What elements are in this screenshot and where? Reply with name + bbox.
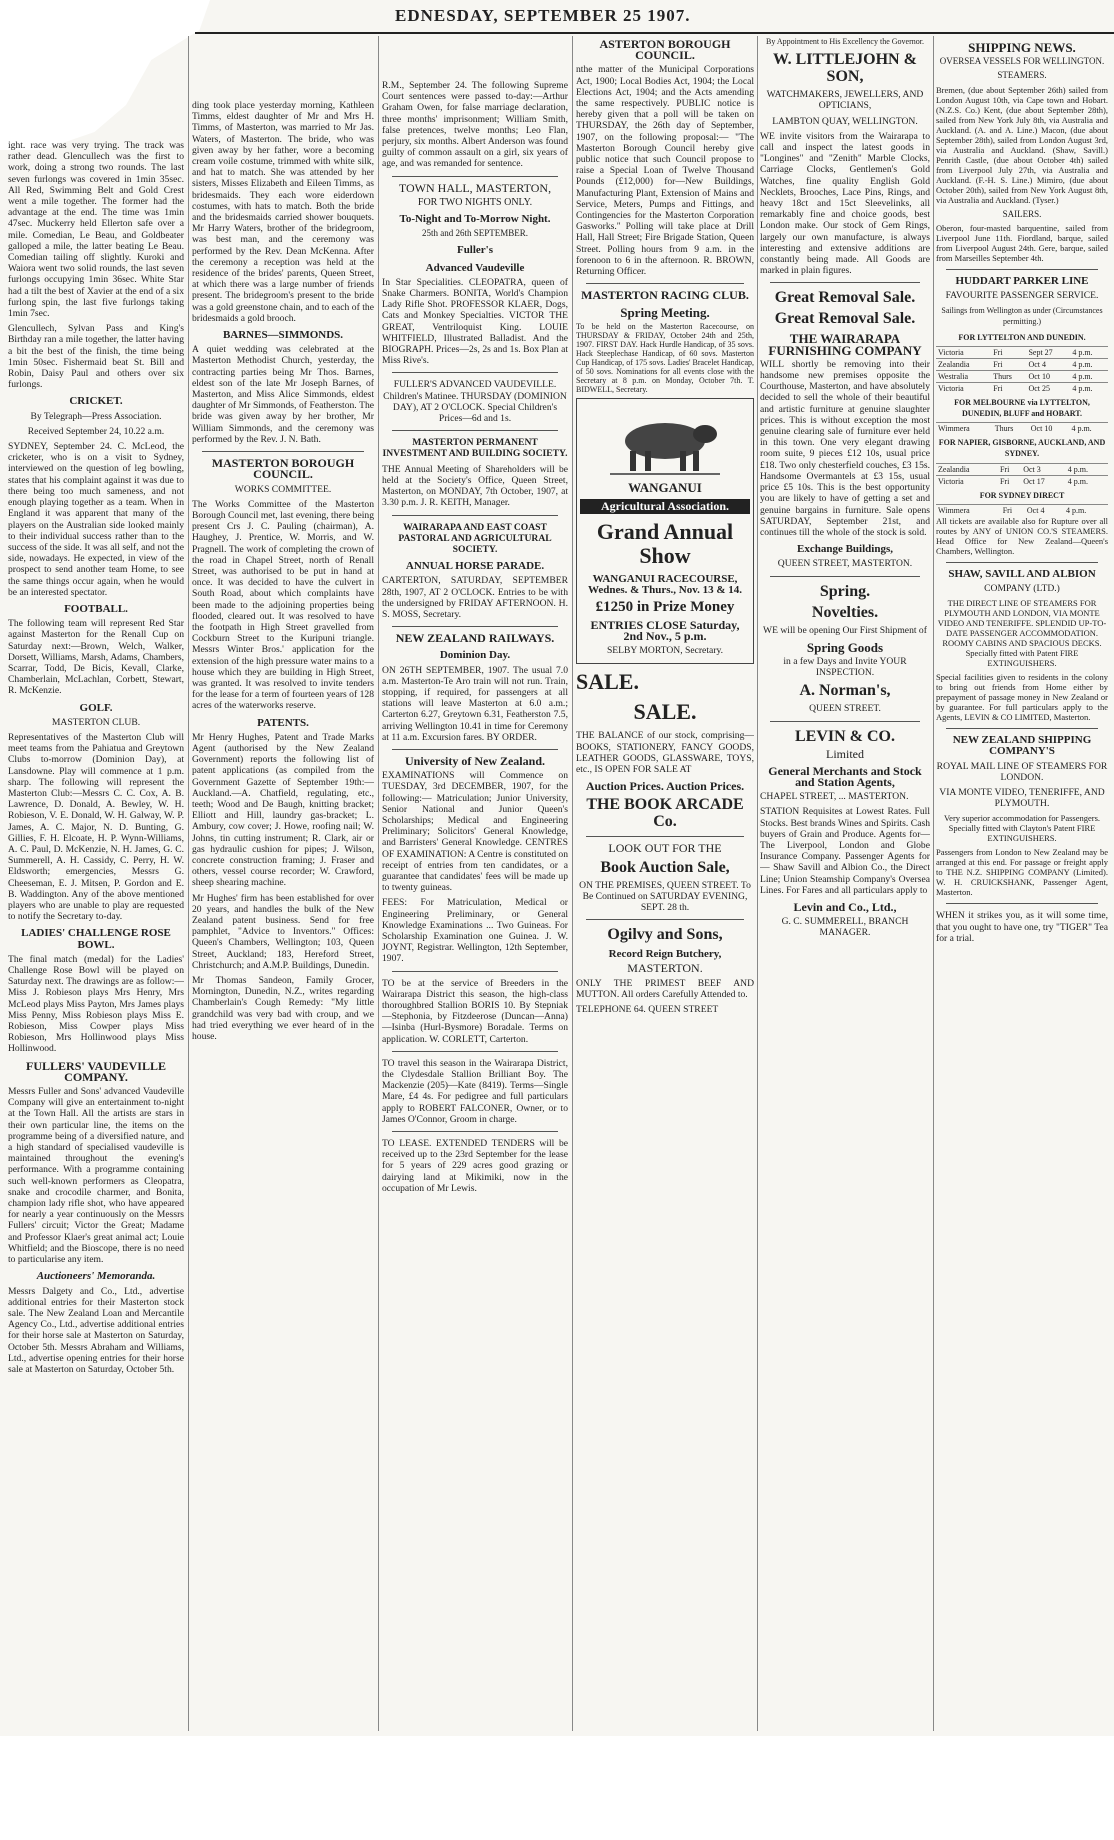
townhall-tonight: To-Night and To-Morrow Night. <box>399 213 551 226</box>
divider <box>946 903 1098 904</box>
huddart-sub: FAVOURITE PASSENGER SERVICE. <box>945 290 1099 302</box>
council-heading: ASTERTON BOROUGH COUNCIL. <box>599 37 731 63</box>
column-6 <box>936 36 1108 1736</box>
divider <box>392 626 558 627</box>
sailing-cell: 4 p.m. <box>1070 382 1108 394</box>
university-heading: University of New Zealand. <box>405 753 545 768</box>
sailing-cell: Fri <box>1001 504 1025 516</box>
townhall-nights: FOR TWO NIGHTS ONLY. <box>417 196 533 208</box>
littlejohn-body: WE invite visitors from the Wairarapa to call and inspect the latest goods in "Longines" and "Zenith" Marble Clocks, Carriage Clocks, Gentlemen's Gold Watches, fine quality English Gold Necklets, Brooches, Lace Pins, Rings, and heavy 18ct and 15ct Sleevelinks, all remarkably fine and choice goods, best London make. Our stock of Gem Rings, largely our own manufacture, is always interesting and extensive additions are constantly being made. All Goods are marked in plain figures. <box>760 130 930 277</box>
littlejohn-address: LAMBTON QUAY, WELLINGTON. <box>772 115 918 127</box>
spring-heading: Spring. <box>819 582 871 600</box>
route-3-table <box>936 463 1108 487</box>
divider <box>392 749 558 750</box>
divider <box>946 728 1098 729</box>
spring-goods: Spring Goods <box>806 639 884 655</box>
huddart-footer: All tickets are available also for Rupture over all routes by ANY of UNION CO.'S STEAMERS. Head Office for New Zealand—Queen's Chambers, Wellington. <box>936 515 1108 556</box>
column-2 <box>192 100 374 1800</box>
fullers-body: Messrs Fuller and Sons' advanced Vaudeville Company will give an entertainment to-night at the Town Hall. All the artists are stars in their own particular line, the items on the programme being of a diversified nature, and a high standard of specialised vaudeville is maintained throughout the evening's performance. With a programme containing such well-known performers as Cleopatra, snake and crocodile charmer, and Bonita, champion lady rifle shot, who have appeared for nearly a year continuously on the Messrs Fullers' circuit; Victor the Great; Madame and Professor Klaer's great animal act; Louie Whitfield; and the Bioscope, there is no need to particularise any item. <box>8 1086 184 1266</box>
sailers-list: Oberon, four-masted barquentine, sailed from Liverpool June 11th. Fiordland, barque, sailed from Liverpool August 24th. Gere, barque, sailed from Marseilles September 4th. <box>936 222 1108 263</box>
cricket-body: SYDNEY, September 24. C. McLeod, the cricketer, who is on a visit to Sydney, interviewed on the question of leg bowling, states that his complaint against it was due to there being too much sameness, and not enough playing together as a team. When in England it was apparent that many of the players on the Australian side looked mainly to their individual success rather than to the success of the side. It was all self, and not the side, nowadays. He expected, in view of the prospect to send another team Home, to see the same things occur again, when he would be an interested spectator. <box>8 441 184 598</box>
show-dates: WANGANUI RACECOURSE, Wednes. & Thurs., Nov. 13 & 14. <box>587 573 743 597</box>
huddart-sailings: Sailings from Wellington as under (Circumstances permitting.) <box>941 306 1103 327</box>
ogilvy-body: ONLY THE PRIMEST BEEF AND MUTTON. All orders Carefully Attended to. <box>576 977 754 1000</box>
route-1-table <box>936 346 1108 394</box>
tiger-tea: WHEN it strikes you, as it will some time, that you ought to have one, try "TIGER" Tea for a trial. <box>936 910 1108 944</box>
sailing-cell: Thurs <box>993 423 1029 435</box>
cricket-byline: By Telegraph—Press Association. <box>30 410 162 422</box>
sailing-cell: 4 p.m. <box>1066 475 1108 487</box>
football-heading: FOOTBALL. <box>64 602 128 615</box>
norman-heading: A. Norman's, <box>799 682 891 700</box>
divider <box>392 430 558 431</box>
spring-meeting: Spring Meeting. <box>620 305 710 321</box>
route-1-heading: FOR LYTTELTON AND DUNEDIN. <box>958 332 1086 342</box>
column-rule <box>572 36 573 1731</box>
brilliant-advert: TO travel this season in the Wairarapa District, the Clydesdale Stallion Brilliant Boy. The Mackenzie (205)—Kate (8419). Terms—Single Mare, £4 4s. For pedigree and full particulars apply to ROBERT FALCONER, Owner, or to James O'Connor, Groom in charge. <box>382 1057 568 1125</box>
sailing-cell: Zealandia <box>936 463 998 475</box>
sailing-cell: 4 p.m. <box>1070 358 1108 370</box>
sailing-cell: Oct 17 <box>1021 475 1066 487</box>
sailing-cell: Wimmera <box>936 504 1001 516</box>
sailing-row <box>936 346 1108 358</box>
works-heading: WORKS COMMITTEE. <box>234 483 332 495</box>
sailing-cell: Oct 10 <box>1026 370 1070 382</box>
sailing-row <box>936 463 1108 475</box>
auction-body: Messrs Dalgety and Co., Ltd., advertise additional entries for their Masterton stock sale. The New Zealand Loan and Mercantile Agency Co., Ltd., advertise additional entries for their horse sale at Masterton on Saturday, October 5th. Messrs Abraham and Williams, Ltd., advertise opening entries for their horse sale at Masterton on Saturday, October 5th. <box>8 1285 184 1375</box>
divider <box>946 269 1098 270</box>
column-1 <box>8 140 184 1840</box>
appointment: By Appointment to His Excellency the Governor. <box>766 37 924 46</box>
littlejohn-sub: WATCHMAKERS, JEWELLERS, AND OPTICIANS, <box>766 89 924 112</box>
sailing-cell: Sept 27 <box>1026 346 1070 358</box>
column-rule <box>757 36 758 1731</box>
wanganui-heading: WANGANUI <box>628 479 702 495</box>
column-rule <box>188 36 189 1731</box>
ogilvy-telephone: TELEPHONE 64. QUEEN STREET <box>576 1003 719 1015</box>
divider <box>586 919 744 920</box>
horse-parade-body: CARTERTON, SATURDAY, SEPTEMBER 28th, 1907, AT 2 O'CLOCK. Entries to be with the undersigned by FRIDAY AFTERNOON. H. S. MOSS, Secretary. <box>382 575 568 620</box>
novelties-heading: Novelties. <box>811 603 879 621</box>
oversea-heading: OVERSEA VESSELS FOR WELLINGTON. <box>939 56 1105 67</box>
sailing-cell: Zealandia <box>936 358 991 370</box>
shaw-heading: SHAW, SAVILL AND ALBION <box>948 567 1096 580</box>
lookout: LOOK OUT FOR THE <box>608 841 722 856</box>
building-body: THE Annual Meeting of Shareholders will be held at the Society's Office, Queen Street, Masterton, on MONDAY, 7th October, 1907, at 3.30 p.m. J. R. KEITH, Manager. <box>382 463 568 509</box>
show-secretary: SELBY MORTON, Secretary. <box>606 645 724 657</box>
golf-subheading: MASTERTON CLUB. <box>51 716 141 728</box>
steamers-heading: STEAMERS. <box>997 70 1047 81</box>
sailing-row <box>936 358 1108 370</box>
levin-body: STATION Requisites at Lowest Rates. Full Stocks. Best brands Wines and Spirits. Cash buyers of Grain and Produce. Agents for— The Liverpool, London and Globe Insurance Company. Passenger Agents for— Shaw Savill and Albion Co., the Direct Line; Union Steamship Company's Oversea Lines. For Fares and all particulars apply to <box>760 806 930 896</box>
divider <box>202 451 364 452</box>
ogilvy-subheading: Record Reign Butchery, <box>608 948 722 961</box>
lease-advert: TO LEASE. EXTENDED TENDERS will be received up to the 23rd September for the lease for 5 years of 229 acres good grazing or dairying land at Mikimiki, now in the occupation of Mr Lewis. <box>382 1138 568 1194</box>
norman-street: QUEEN STREET. <box>809 703 881 715</box>
horse-parade-heading: ANNUAL HORSE PARADE. <box>405 560 545 573</box>
summerell: G. C. SUMMERELL, BRANCH MANAGER. <box>781 916 909 939</box>
works-body: The Works Committee of the Masterton Borough Council met, last evening, there being present Crs J. C. Pauling (chairman), A. Haughey, J. Prentice, W. Morris, and W. Pragnell. The work of completing the crown of the road in Chapel Street, north of Renall Street, was authorised to be put in hand at once. It was decided to have the culvert in South Road, about which complaints have been made to the adjoining properties being flooded, cleared out. It was resolved to have the footpath in High Street gravelled from Cockburn Street to the Kuripuni triangle. Messrs Winter Bros.' application for the extension of the high pressure water mains to a house which they are building in High Street, was granted. It was resolved to invite tenders for the lease for a term of fourteen years of 128 acres of the waterworks reserve. <box>192 498 374 712</box>
townhall-body: In Star Specialities. CLEOPATRA, queen of Snake Charmers. BONITA, World's Champion Lady Rifle Shot. PROFESSOR KLAER, Dogs, Cats and Monkey Specialties. VICTOR THE GREAT, Ventriloquist King. LOUIE WHITFIELD, Illustrated Balladist. And the BIOGRAPH. Prices—2s, 2s and 1s. Box Plan at Miss Rive's. <box>382 276 568 367</box>
ogilvy-heading: Ogilvy and Sons, <box>607 926 723 944</box>
column-4 <box>576 36 754 1736</box>
nzship-via: VIA MONTE VIDEO, TENERIFFE, AND PLYMOUTH. <box>939 787 1105 810</box>
chapel-street: CHAPEL STREET, ... MASTERTON. <box>760 791 909 803</box>
patents-heading: PATENTS. <box>257 716 309 729</box>
court-report: R.M., September 24. The following Supreme Court sentences were passed to-day:—Arthur Graham Owen, for false marriage declaration, three months' imprisonment; William Smith, false pretences, twelve months; Leo Flan, perjury, six months. Albert Anderson was found guilty of common assault on a girl, six years of age, and was remanded for sentence. <box>382 80 568 170</box>
masthead-date: EDNESDAY, SEPTEMBER 25 1907. <box>395 6 691 25</box>
furnishing-body: WILL shortly be removing into their handsome new premises opposite the Courthouse, Masterton, and have absolutely decided to sell the whole of their beautiful and artistic furniture at genuine slaughter prices. This is without exception the most genuine clearing sale of furniture ever held in this town. One very elegant drawing room suite, 9 pieces £12 10s, usual price £18. Two only chesterfield couches, £3 15s. Handsome Overmantels at £3 15s, usual price £5 10s. This is the best opportunity you are likely to have of getting a set and genuine bargains in furniture. Sale opens SATURDAY, September 21st, and continues till the whole of the stock is sold. <box>760 358 930 538</box>
nzship-footer: Passengers from London to New Zealand may be arranged at this end. For passage or freight apply to THE N.Z. SHIPPING COMPANY (Limited). W. H. CRUICKSHANK, Passenger Agent, Masterton. <box>936 847 1108 898</box>
football-body: The following team will represent Red Star against Masterton for the Renall Cup on Saturday next:—Brown, Welch, Walker, Dorsett, Williams, Marsh, Adams, Chambers, Scarrar, Todd, De Bicis, Kevall, Clarke, Chamberlain, McLachlan, Corbett, Stewart, R. McKenzie. <box>8 618 184 697</box>
auction-location: ON THE PREMISES, QUEEN STREET. To Be Continued on SATURDAY EVENING, SEPT. 28 th. <box>579 879 751 913</box>
sailing-cell: 4 p.m. <box>1066 463 1108 475</box>
wanganui-advert <box>576 398 754 665</box>
sailing-row <box>936 475 1108 487</box>
golf-heading: GOLF. <box>79 701 113 714</box>
sailing-cell: Oct 4 <box>1025 504 1064 516</box>
huddart-heading: HUDDART PARKER LINE <box>955 274 1089 287</box>
railways-body: ON 26TH SEPTEMBER, 1907. The usual 7.0 a.m. Masterton-Te Aro train will not run. Train, stopping, if required, for passengers at all stations will leave Masterton at 6.0 a.m.; Carterton 6.27, Greytown 6.31, Featherston 7.5, arriving Wellington 10.41 in time for Ceremony at 11 a.m. Excursion fares. BY ORDER. <box>382 664 568 743</box>
divider <box>392 1131 558 1132</box>
route-2-heading: FOR MELBOURNE via LYTTELTON, DUNEDIN, BLUFF and HOBART. <box>954 397 1090 419</box>
grand-show: Grand Annual Show <box>596 519 734 569</box>
cricket-received: Received September 24, 10.22 a.m. <box>27 425 165 437</box>
barnes-body: A quiet wedding was celebrated at the Masterton Methodist Church, yesterday, the contracting parties being Mr Thos. Barnes, eldest son of the late Mr Joseph Barnes, of Masterton, and Miss Alice Simmonds, eldest daughter of Mr Simmonds, of Featherston. The bride was given away by her brother, Mr William Simmonds, and the ceremony was performed by the Rev. J. N. Bath. <box>192 344 374 445</box>
ladies-heading: LADIES' CHALLENGE ROSE BOWL. <box>21 927 171 951</box>
sailing-cell: Fri <box>998 463 1021 475</box>
general-merchants: General Merchants and Stock and Station Agents, <box>768 763 922 789</box>
exchange-heading: Exchange Buildings, <box>797 543 893 556</box>
university-fees: FEES: For Matriculation, Medical or Engineering Preliminary, or General Knowledge Examinations ... Two Guineas. For Scholarship Examination one Guinea. J. W. JOYNT, Registrar. Wellington, 12th September, 1907. <box>382 897 568 965</box>
borough-heading: MASTERTON BOROUGH COUNCIL. <box>211 456 355 482</box>
prize-money: £1250 in Prize Money <box>595 599 735 616</box>
masthead <box>195 2 1114 34</box>
council-notice: nthe matter of the Municipal Corporations Act, 1900; Local Bodies Act, 1904; the Local Elections Act, 1904; and the Acts amending the same respectively. PUBLIC notice is hereby given that a poll will be taken on THURSDAY, the 26th day of September, 1907, on the following proposal:— "The Masterton Borough Council hereby give public notice that such Council propose to raise a Special Loan of Twelve Thousand Pounds (£12,000) for—New Buildings, Manufacturing Plant, Extension of Mains and Service, Meters, Pumps and Fittings, and Contingencies for the Masterton Corporation Gasworks." Polling will take place at Drill Hall, Hall Street; Fire Brigade Station, Queen Street. Polling hours from 9 a.m. in the forenoon to 6 in the afternoon. R. BROWN, Returning Officer. <box>576 64 754 278</box>
building-heading: MASTERTON PERMANENT INVESTMENT AND BUILDING SOCIETY. <box>382 437 568 460</box>
column-rule <box>378 36 379 1731</box>
sailing-row <box>936 370 1108 382</box>
route-3-heading: FOR NAPIER, GISBORNE, AUCKLAND, AND SYDNEY. <box>938 438 1106 459</box>
steamers-list: Bremen, (due about September 26th) sailed from London August 10th, via Cape town and Hobart. (N.Z.S. Co.) Kent, (due about September 28th), sailed from New York July 8th, via Australia and Auckland. (A. and A. Line.) Macon, (due about September 28th), sailed from London August 3rd, via Australia and Auckland. (Shaw, Savill.) Penrith Castle, (due about October 4th) sailed from Liverpool July 27th, via Australia and Auckland. (F.-H. S. Line.) Mimiro, (due about October 20th), sailed from New York August 8th, via Australia and Auckland. (Tyser.) <box>936 84 1108 205</box>
sailers-heading: SAILERS. <box>1002 208 1042 219</box>
sailing-row <box>936 423 1108 435</box>
column-5 <box>760 36 930 1736</box>
ladies-body: The final match (medal) for the Ladies' Challenge Rose Bowl will be played on Saturday next. The drawings are as follow:—Miss J. Robieson plays Mrs Henry, Mrs McLeod plays Miss Payton, Mrs James plays Miss Penny, Miss Robieson plays Miss E. Robieson, Miss Cowper plays Miss Robieson, Mrs Hollinwood plays Miss Hollinwood. <box>8 953 184 1055</box>
wedding-report: ding took place yesterday morning, Kathleen Timms, eldest daughter of Mr and Mrs H. Timms, of Masterton, was married to Mr Jas. Waters, of Masterton. The bride, who was given away by her father, wore a becoming cream voile costume, trimmed with white silk, and hat to match. She was attended by her sisters, Misses Elizabeth and Eileen Timms, as bridesmaids. They each wore eiderdown costumes, with hats to match. Both the bride and the bridesmaids carried shower bouquets. Mr Harry Waters, brother of the bridegroom, was best man, and the ceremony was performed by the Rev. Dean McKenna. After the ceremony a reception was held at the residence of the brides' parents, Queen Street, at which there was a large number of friends present. The bridegroom's present to the bride was a gold greenstone chain, and to each of the bridesmaids a gold brooch. <box>192 100 374 324</box>
removal-heading-2: Great Removal Sale. <box>774 310 916 328</box>
racing-programme: To be held on the Masterton Racecourse, on THURSDAY & FRIDAY, October 24th and 25th, 1907. FIRST DAY. Hack Hurdle Handicap, of 35 sovs. Hack Steeplechase Handicap, of 60 sovs. Masterton Cup Handicap, of 175 sovs. Ladies' Bracelet Handicap, of 50 sovs. Nominations for all events close with the Secretary at 8 p.m. on Monday, October 7th. T. BIDWELL, Secretary. <box>576 321 754 394</box>
racing-report-2: Glencullech, Sylvan Pass and King's Birthday ran a mile together, the latter having a bit the best of the finish, the time being 1min 50sec. Fishermaid beat St. Bill and Robin, Daisy Paul and others over six furlongs. <box>8 323 184 391</box>
divider <box>946 562 1098 563</box>
sailing-cell: Westralia <box>936 370 991 382</box>
cricket-heading: CRICKET. <box>69 395 123 408</box>
wanganui-association: Agricultural Association. <box>580 499 750 514</box>
racing-club-heading: MASTERTON RACING CLUB. <box>581 288 749 303</box>
sailing-cell: Victoria <box>936 346 991 358</box>
childrens-matinee: FULLER'S ADVANCED VAUDEVILLE. Children's Matinee. THURSDAY (DOMINION DAY), AT 2 O'CLOCK. Special Children's Prices—6d and 1s. <box>383 379 567 425</box>
shipping-heading: SHIPPING NEWS. <box>968 40 1076 55</box>
removal-heading-1: Great Removal Sale. <box>774 289 916 307</box>
route-2-table <box>936 422 1108 434</box>
sailing-cell: 4 p.m. <box>1064 504 1108 516</box>
sailing-row <box>936 504 1108 516</box>
shaw-sub: COMPANY (LTD.) <box>984 583 1060 595</box>
divider <box>392 515 558 516</box>
shaw-footer: Special facilities given to residents in the colony to bring out friends from Home either by prepayment of passage money in New Zealand or by guarantee. For full particulars apply to the Agents, LEVIN & CO LIMITED, Masterton. <box>936 672 1108 723</box>
sailing-row <box>936 382 1108 394</box>
golf-body: Representatives of the Masterton Club will meet teams from the Pahiatua and Greytown Clubs to-morrow (Dominion Day), at Lansdowne. Play will commence at 1 p.m. sharp. The following will represent the Masterton Club:—Messrs C. C. Cox, A. B. Lawrence, D. Donald, A. Bewley, W. H. Robieson, V. E. Donald, W. H. Galway, W. P. James, A. C. Major, N. D. Bunting, G. Gillies, F. H. Elcoate, H. P. Wynn-Williams, A. C. Paul, D. McKenzie, N. H. James, G. C. Summerell, A. H. Cassidy, C. Perry, H. W. Eldsworth; emergencies, Messrs G. Cheeseman, E. J. Mitsen, P. Gordon and E. B. Waddington. Any of the above mentioned players who are unable to play are requested to notify the Secretary to-day. <box>8 731 184 923</box>
sailing-cell: 4 p.m. <box>1069 423 1108 435</box>
shaw-body: THE DIRECT LINE OF STEAMERS FOR PLYMOUTH AND LONDON, VIA MONTE VIDEO AND TENERIFFE. SPLENDID UP-TO-DATE PASSENGER ACCOMMODATION. ROOMY CABINS AND SPACIOUS DECKS. Specially fitted with Patent FIRE EXTINGUISHERS. <box>937 598 1107 669</box>
sailing-cell: Fri <box>998 475 1021 487</box>
townhall-heading: TOWN HALL, MASTERTON, <box>398 180 552 195</box>
patents-body-2: Mr Hughes' firm has been established for over 20 years, and handles the bulk of the New Zealand patent business. Send for free pamphlet, "Advice to Inventors." Offices: Queen's Chambers, Wellington; 103, Queen Street, Auckland; 183, Hereford Street, Christchurch; and A.M.P. Buildings, Dunedin. <box>192 892 374 971</box>
levin-limited: Limited <box>826 746 864 761</box>
auction-prices: Auction Prices. Auction Prices. <box>585 779 745 794</box>
opening-text: WE will be opening Our First Shipment of <box>763 624 927 636</box>
sailing-cell: Thurs <box>991 370 1026 382</box>
nzship-body: Very superior accommodation for Passengers. Specially fitted with Clayton's Patent FIRE EXTINGUISHERS. <box>943 813 1101 844</box>
entries-close: ENTRIES CLOSE Saturday, 2nd Nov., 5 p.m. <box>590 617 740 643</box>
column-rule <box>933 36 934 1731</box>
sailing-cell: 4 p.m. <box>1070 370 1108 382</box>
divider <box>770 721 920 722</box>
fullers-heading: FULLERS' VAUDEVILLE COMPANY. <box>26 1058 166 1084</box>
auction-heading: Auctioneers' Memoranda. <box>36 1270 156 1283</box>
divider <box>586 836 744 837</box>
sailing-cell: Wimmera <box>936 423 993 435</box>
divider <box>770 576 920 577</box>
exchange-sub: QUEEN STREET, MASTERTON. <box>777 558 913 570</box>
bull-illustration <box>605 406 725 476</box>
sailing-cell: Fri <box>991 382 1026 394</box>
divider <box>392 176 558 177</box>
spring-more: in a few Days and Invite YOUR INSPECTION. <box>783 655 907 679</box>
divider <box>586 283 744 284</box>
route-4-heading: FOR SYDNEY DIRECT <box>979 490 1065 500</box>
divider <box>392 1051 558 1052</box>
torn-corner <box>0 0 210 150</box>
levin-footer: Levin and Co., Ltd., <box>793 899 897 914</box>
sale-body: THE BALANCE of our stock, comprising— BOOKS, STATIONERY, FANCY GOODS, LEATHER GOODS, GLASSWARE, TOYS, etc., IS OPEN FOR SALE AT <box>576 730 754 775</box>
divider <box>770 282 920 283</box>
townhall-vaudeville: Advanced Vaudeville <box>425 261 525 274</box>
nzship-heading: NEW ZEALAND SHIPPING COMPANY'S <box>952 734 1092 758</box>
route-4-table <box>936 504 1108 516</box>
sailing-cell: Fri <box>991 358 1026 370</box>
nzship-sub: ROYAL MAIL LINE OF STEAMERS FOR LONDON. <box>936 760 1108 783</box>
wairarapa-heading: WAIRARAPA AND EAST COAST PASTORAL AND AGRICULTURAL SOCIETY. <box>398 521 552 555</box>
railways-heading: NEW ZEALAND RAILWAYS. <box>395 631 555 646</box>
ogilvy-town: MASTERTON. <box>627 961 703 976</box>
boris-advert: TO be at the service of Breeders in the Wairarapa District this season, the high-class thoroughbred Stallion BORIS 10. By Stepniak—Stephonia, by Fitzdeerose (Duncan—Anna)—Isinba (Hurl-Bysmore) Boradale. Terms on application. W. CORLETT, Carterton. <box>382 977 568 1045</box>
book-auction: Book Auction Sale, <box>600 858 730 876</box>
levin-heading: LEVIN & CO. <box>794 727 895 745</box>
townhall-fullers: Fuller's <box>456 244 494 257</box>
racing-report: ight. race was very trying. The track was rather dead. Glencullech was the first to work, doing a strong two rounds. The last seven furlongs was covered in 1min 35sec. All Red, Swimming Belt and Gold Crest went a mile together. The former had the advantage at the end. The time was 1min 47sec. Muckerry held Ellerton safe over a mile. Comedian, Le Beau, and Goldbeater galloped a mile, the latter beating Le Beau. Comedian tailing off slightly. Kuroki and Waiora went two solid rounds, the last seven furlongs occupying 1min 36sec. White Star had a tilt the best of Xavier at the end of a six furlong spin, the last five furlongs taking 1min 7sec. <box>8 140 184 320</box>
sailing-cell: Oct 4 <box>1026 358 1070 370</box>
sailing-cell: Fri <box>991 346 1026 358</box>
furnishing-heading: THE WAIRARAPA FURNISHING COMPANY <box>768 331 922 358</box>
patents-body: Mr Henry Hughes, Patent and Trade Marks Agent (authorised by the New Zealand Government) reports the following list of patent applications (as compiled from the Government Gazette of September 19th:— Auckland.—A. Chatfield, regulating, etc., teeth; Wood and De Baugh, knitting bracket; Elliott and Hill, laundry gas-bracket; L. Ambury, cow cover; J. Howe, roofing nail; W. Johns, tin cutting instrument; R. Clark, air or gas hydraulic cushion for pipes; J. Wilson, concrete construction framing; J. Fraser and others, vessel course recorder; W. Crawford, sheep shearing machine. <box>192 731 374 889</box>
sailing-cell: Victoria <box>936 475 998 487</box>
townhall-dates: 25th and 26th SEPTEMBER. <box>421 228 528 239</box>
book-arcade: THE BOOK ARCADE Co. <box>586 796 744 831</box>
dominion-day: Dominion Day. <box>439 649 511 662</box>
divider <box>392 971 558 972</box>
sailing-cell: 4 p.m. <box>1070 346 1108 358</box>
sailing-cell: Oct 25 <box>1026 382 1070 394</box>
sailing-cell: Oct 10 <box>1029 423 1070 435</box>
sale-heading-1: SALE. <box>576 669 639 695</box>
divider <box>392 372 558 373</box>
sailing-cell: Victoria <box>936 382 991 394</box>
sale-heading-2: SALE. <box>633 699 697 725</box>
littlejohn-heading: W. LITTLEJOHN & SON, <box>773 51 917 86</box>
barnes-heading: BARNES—SIMMONDS. <box>222 329 344 342</box>
university-body: EXAMINATIONS will Commence on TUESDAY, 3rd DECEMBER, 1907, for the following:— Matriculation; Junior University, Senior National and Junior Queen's Scholarships; Medical and Engineering Preliminary; Solicitors' General Knowledge, and Barristers' General Knowledge. CENTRES OF EXAMINATION: A Centre is constituted on receipt of entries from ten candidates, or a guarantee that candidates' fees will be made up to twenty guineas. <box>382 770 568 894</box>
sailing-cell: Oct 3 <box>1021 463 1066 475</box>
column-3 <box>382 80 568 1780</box>
sandeon-testimonial: Mr Thomas Sandeon, Family Grocer, Mornington, Dunedin, N.Z., writes regarding Chamberlain's Cough Remedy: "My little grandchild was very bad with croup, and we had tried everything we ever heard of in the house. <box>192 975 374 1043</box>
